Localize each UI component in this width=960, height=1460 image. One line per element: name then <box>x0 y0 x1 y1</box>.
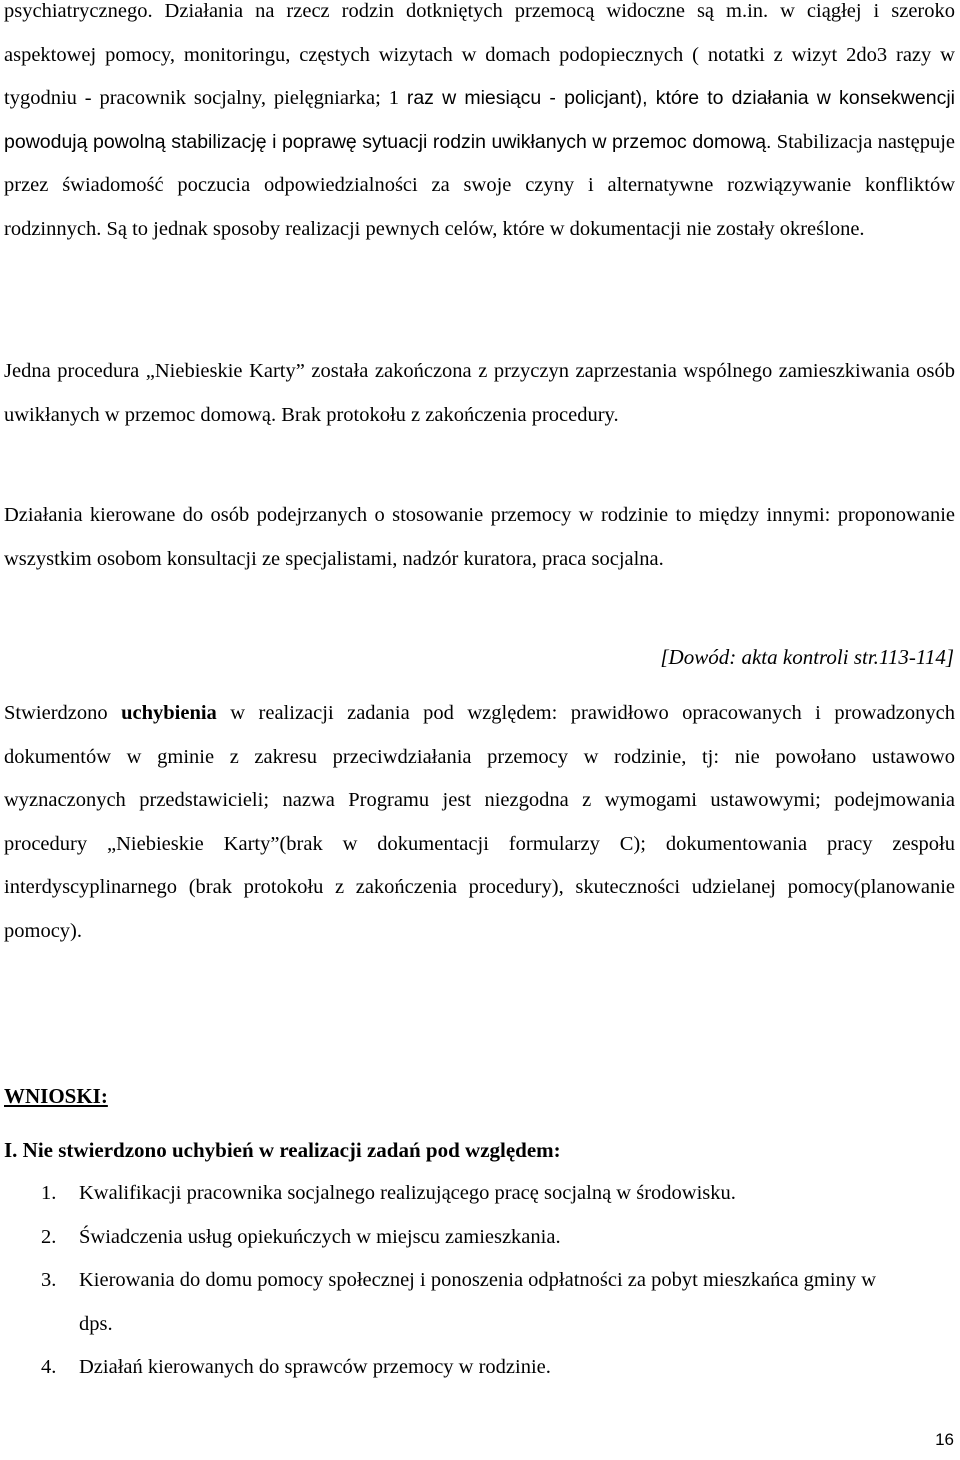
page-number: 16 <box>935 1430 954 1449</box>
conclusions-subheading: I. Nie stwierdzono uchybień w realizacji zadań pod względem: <box>4 1138 561 1162</box>
paragraph-blue-card-procedure: Jedna procedura „Niebieskie Karty” została zakończona z przyczyn zaprzestania wspólnego zamieszkiwania osób uwikłanych w przemoc domową. Brak protokołu z zakończenia procedury. <box>4 360 955 426</box>
list-item-text: Świadczenia usług opiekuńczych w miejscu zamieszkania. <box>79 1225 561 1248</box>
list-item <box>0 1172 960 1216</box>
list-item-text: Kierowania do domu pomocy społecznej i ponoszenia odpłatności za pobyt mieszkańca gminy w dps. <box>79 1269 877 1335</box>
list-item <box>0 1346 960 1390</box>
list-item <box>0 1216 960 1260</box>
irregularities-keyword: uchybienia <box>121 702 217 724</box>
paragraph-family-support <box>4 0 955 251</box>
list-item-number: 1. <box>41 1182 57 1204</box>
paragraph-actions-suspects: Działania kierowane do osób podejrzanych o stosowanie przemocy w rodzinie to między innymi: proponowanie wszystkim osobom konsultacji ze specjalistami, nadzór kuratora, praca socjalna. <box>4 504 955 570</box>
conclusions-list <box>0 1172 960 1390</box>
paragraph-irregularities <box>4 692 955 953</box>
list-item <box>0 1259 960 1346</box>
list-item-number: 2. <box>41 1225 57 1248</box>
list-item-text: Działań kierowanych do sprawców przemocy w rodzinie. <box>79 1356 551 1378</box>
paragraph-family-support-part-b: raz w miesiącu - policjant), które to działania w konsekwencji powodują powolną stabilizację i poprawę sytuacji rodzin uwikłanych w przemoc domową. <box>4 87 955 153</box>
list-item-number: 4. <box>41 1356 57 1378</box>
irregularities-details: w realizacji zadania pod względem: prawidłowo opracowanych i prowadzonych dokumentów w gminie z zakresu przeciwdziałania przemocy w rodzinie, tj: nie powołano ustawowo wyznaczonych przedstawicieli; nazwa Programu jest niezgodna z wymogami ustawowymi; podejmowania procedury „Niebieskie Karty”(brak w dokumentacji formularzy C); dokumentowania pracy zespołu interdyscyplinarnego (brak protokołu z zakończenia procedury), skuteczności udzielanej pomocy(planowanie pomocy). <box>4 702 955 942</box>
conclusions-heading: WNIOSKI: <box>4 1084 108 1108</box>
irregularities-intro: Stwierdzono <box>4 702 122 724</box>
list-item-number: 3. <box>41 1269 57 1291</box>
evidence-citation: [Dowód: akta kontroli str.113-114] <box>660 645 954 669</box>
list-item-text: Kwalifikacji pracownika socjalnego realizującego pracę socjalną w środowisku. <box>79 1182 736 1204</box>
paragraph-family-support-part-c: Stabilizacja następuje przez świadomość poczucia odpowiedzialności za swoje czyny i alternatywne rozwiązywanie konfliktów rodzinnych. Są to jednak sposoby realizacji pewnych celów, które w dokumentacji nie zostały określone. <box>4 130 955 240</box>
paragraph-family-support-part-a: psychiatrycznego. Działania na rzecz rodzin dotkniętych przemocą widoczne są m.in. w ciągłej i szeroko aspektowej pomocy, monitoringu, częstych wizytach w domach podopiecznych ( notatki z wizyt 2do3 razy w tygodniu - pracownik socjalny, pielęgniarka; 1 <box>4 0 955 109</box>
